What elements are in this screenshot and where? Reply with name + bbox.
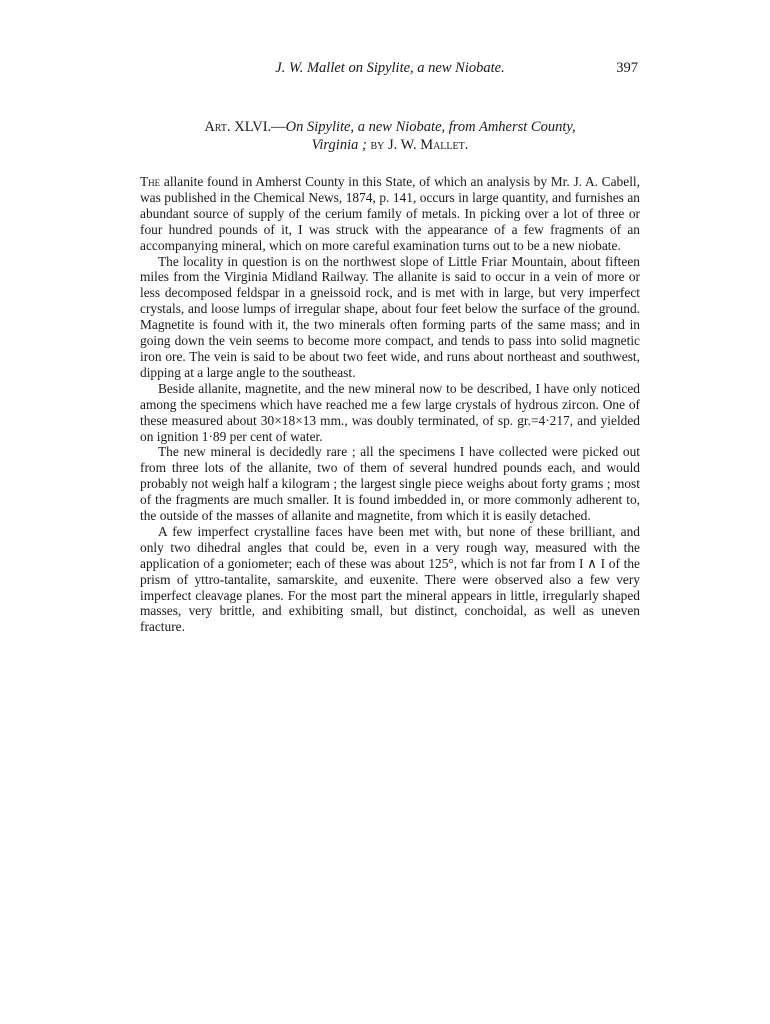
paragraph-3: Beside allanite, magnetite, and the new mineral now to be described, I have only noticed among the specimens which have reached me a few large crystals of hydrous zircon. One of these measured about 30×18×13 mm., was doubly terminated, of sp. gr.=4·217, and yielded on ignition 1·89 per cent of water. [140, 380, 640, 444]
running-head [140, 60, 640, 88]
paragraph-4: The new mineral is decidedly rare ; all the specimens I have collected were picked out from three lots of the allanite, two of them of several hundred pounds each, and would probably not weigh half a kilogram ; the largest single piece weighs about forty grams ; most of the fragments are much smaller. It is found imbedded in, or more commonly adherent to, the outside of the masses of allanite and magnetite, from which it is easily detached. [140, 444, 640, 524]
article-label: Art. XLVI. [204, 119, 272, 135]
paragraph-1-text: allanite found in Amherst County in this State, of which an analysis by Mr. J. A. Cabell, was published in the Chemical News, 1874, p. 141, occurs in large quantity, and furnishes an abundant source of supply of the cerium family of metals. In picking over a lot of three or four hundred pounds of it, I was struck with the appearance of a few fragments of an accompanying mineral, which on more careful examination turns out to be a new niobate. [140, 174, 640, 253]
article-title-line-1 [140, 118, 640, 136]
title-continued: Virginia ; [311, 137, 367, 153]
paragraph-lead-word: The [140, 174, 161, 189]
title-dash: — [271, 119, 286, 135]
journal-page [140, 60, 640, 635]
title-main: On Sipylite, a new Niobate, from Amherst County, [285, 119, 576, 135]
article-body [140, 174, 640, 635]
article-title [140, 118, 640, 154]
author-byline: by J. W. Mallet. [370, 137, 469, 153]
paragraph-2: The locality in question is on the northwest slope of Little Friar Mountain, about fifteen miles from the Virginia Midland Railway. The allanite is said to occur in a vein of more or less decomposed feldspar in a gneissoid rock, and is met with in large, but very imperfect crystals, and loose lumps of irregular shape, about four feet below the surface of the ground. Magnetite is found with it, the two minerals often forming parts of the same mass; and in going down the vein seems to become more compact, and tends to pass into solid magnetic iron ore. The vein is said to be about two feet wide, and runs about northeast and southwest, dipping at a large angle to the southeast. [140, 253, 640, 380]
page-number: 397 [616, 60, 638, 76]
article-title-line-2 [140, 136, 640, 154]
paragraph-5: A few imperfect crystalline faces have been met with, but none of these brilliant, and only two dihedral angles that could be, even in a very rough way, measured with the application of a goniometer; each of these was about 125°, which is not far from I ∧ I of the prism of yttro-tantalite, samarskite, and euxenite. There were observed also a few very imperfect cleavage planes. For the most part the mineral appears in little, irregularly shaped masses, very brittle, and exhibiting small, but distinct, conchoidal, as well as uneven fracture. [140, 523, 640, 635]
paragraph-1 [140, 174, 640, 254]
running-title: J. W. Mallet on Sipylite, a new Niobate. [275, 60, 505, 76]
